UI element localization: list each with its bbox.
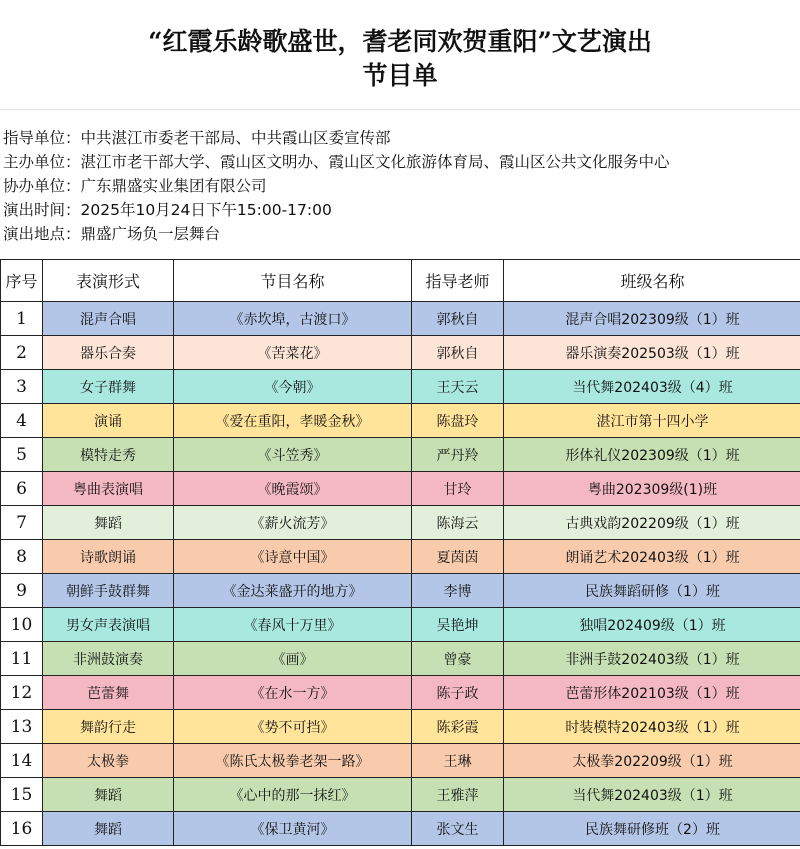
- cell-teacher: 王雅萍: [412, 778, 504, 812]
- cell-form: 朝鲜手鼓群舞: [43, 574, 174, 608]
- table-row: [1, 676, 800, 710]
- cell-form: 舞蹈: [43, 812, 174, 846]
- cell-program: 《诗意中国》: [174, 540, 412, 574]
- info-value: 中共湛江市委老干部局、中共霞山区委宣传部: [80, 129, 391, 147]
- program-table: [0, 259, 800, 846]
- info-line: [3, 150, 670, 174]
- cell-class: 古典戏韵202209级（1）班: [504, 506, 800, 540]
- table-row: [1, 608, 800, 642]
- cell-form: 模特走秀: [43, 438, 174, 472]
- cell-form: 混声合唱: [43, 302, 174, 336]
- cell-class: 芭蕾形体202103级（1）班: [504, 676, 800, 710]
- cell-class: 太极拳202209级（1）班: [504, 744, 800, 778]
- table-row: [1, 540, 800, 574]
- column-header: 序号: [1, 260, 43, 302]
- cell-class: 民族舞蹈研修（1）班: [504, 574, 800, 608]
- cell-teacher: 郭秋自: [412, 336, 504, 370]
- column-header: 节目名称: [174, 260, 412, 302]
- column-header: 班级名称: [504, 260, 800, 302]
- cell-class: 独唱202409级（1）班: [504, 608, 800, 642]
- cell-no: 9: [1, 574, 43, 608]
- cell-teacher: 王琳: [412, 744, 504, 778]
- cell-class: 当代舞202403级（1）班: [504, 778, 800, 812]
- cell-teacher: 曾豪: [412, 642, 504, 676]
- cell-form: 舞韵行走: [43, 710, 174, 744]
- cell-teacher: 李博: [412, 574, 504, 608]
- cell-teacher: 夏茵茵: [412, 540, 504, 574]
- table-row: [1, 336, 800, 370]
- cell-form: 诗歌朗诵: [43, 540, 174, 574]
- table-row: [1, 302, 800, 336]
- cell-teacher: 陈彩霞: [412, 710, 504, 744]
- table-row: [1, 642, 800, 676]
- info-line: [3, 174, 670, 198]
- cell-class: 时装模特202403级（1）班: [504, 710, 800, 744]
- info-label: 协办单位：: [3, 177, 81, 195]
- cell-class: 形体礼仪202309级（1）班: [504, 438, 800, 472]
- table-row: [1, 710, 800, 744]
- table-row: [1, 778, 800, 812]
- cell-class: 民族舞研修班（2）班: [504, 812, 800, 846]
- cell-teacher: 陈盘玲: [412, 404, 504, 438]
- table-row: [1, 370, 800, 404]
- cell-teacher: 吴艳坤: [412, 608, 504, 642]
- program-subtitle: 节目单: [362, 61, 438, 90]
- table-row: [1, 744, 800, 778]
- cell-no: 6: [1, 472, 43, 506]
- cell-program: 《陈氏太极拳老架一路》: [174, 744, 412, 778]
- program-title: “红霞乐龄歌盛世，耆老同欢贺重阳”文艺演出: [148, 27, 652, 56]
- cell-program: 《斗笠秀》: [174, 438, 412, 472]
- column-header: 表演形式: [43, 260, 174, 302]
- info-line: [3, 198, 670, 222]
- info-value: 广东鼎盛实业集团有限公司: [80, 177, 267, 195]
- cell-no: 5: [1, 438, 43, 472]
- cell-no: 4: [1, 404, 43, 438]
- cell-teacher: 陈海云: [412, 506, 504, 540]
- cell-class: 朗诵艺术202403级（1）班: [504, 540, 800, 574]
- cell-teacher: 王天云: [412, 370, 504, 404]
- cell-teacher: 严丹羚: [412, 438, 504, 472]
- cell-form: 舞蹈: [43, 778, 174, 812]
- cell-teacher: 甘玲: [412, 472, 504, 506]
- info-line: [3, 126, 670, 150]
- cell-no: 10: [1, 608, 43, 642]
- cell-no: 16: [1, 812, 43, 846]
- cell-no: 1: [1, 302, 43, 336]
- cell-class: 当代舞202403级（4）班: [504, 370, 800, 404]
- table-row: [1, 506, 800, 540]
- cell-program: 《春风十万里》: [174, 608, 412, 642]
- info-value: 2025年10月24日下午15:00-17:00: [80, 201, 332, 219]
- divider: [0, 109, 800, 110]
- cell-no: 8: [1, 540, 43, 574]
- cell-form: 粤曲表演唱: [43, 472, 174, 506]
- cell-program: 《爱在重阳，孝暖金秋》: [174, 404, 412, 438]
- table-row: [1, 438, 800, 472]
- cell-program: 《赤坎埠，古渡口》: [174, 302, 412, 336]
- cell-no: 12: [1, 676, 43, 710]
- cell-program: 《保卫黄河》: [174, 812, 412, 846]
- cell-program: 《晚霞颂》: [174, 472, 412, 506]
- cell-program: 《薪火流芳》: [174, 506, 412, 540]
- table-row: [1, 812, 800, 846]
- info-value: 鼎盛广场负一层舞台: [80, 225, 221, 243]
- cell-no: 13: [1, 710, 43, 744]
- cell-no: 2: [1, 336, 43, 370]
- table-row: [1, 574, 800, 608]
- cell-form: 女子群舞: [43, 370, 174, 404]
- column-header: 指导老师: [412, 260, 504, 302]
- info-label: 指导单位：: [3, 129, 81, 147]
- info-label: 主办单位：: [3, 153, 81, 171]
- cell-teacher: 郭秋自: [412, 302, 504, 336]
- cell-form: 男女声表演唱: [43, 608, 174, 642]
- event-info: [3, 126, 670, 246]
- info-label: 演出时间：: [3, 201, 81, 219]
- cell-program: 《势不可挡》: [174, 710, 412, 744]
- cell-form: 器乐合奏: [43, 336, 174, 370]
- table-row: [1, 472, 800, 506]
- cell-program: 《心中的那一抹红》: [174, 778, 412, 812]
- cell-teacher: 张文生: [412, 812, 504, 846]
- cell-form: 芭蕾舞: [43, 676, 174, 710]
- cell-class: 器乐演奏202503级（1）班: [504, 336, 800, 370]
- cell-class: 粤曲202309级(1)班: [504, 472, 800, 506]
- cell-program: 《今朝》: [174, 370, 412, 404]
- cell-form: 非洲鼓演奏: [43, 642, 174, 676]
- cell-teacher: 陈子政: [412, 676, 504, 710]
- cell-class: 非洲手鼓202403级（1）班: [504, 642, 800, 676]
- cell-no: 7: [1, 506, 43, 540]
- info-label: 演出地点：: [3, 225, 81, 243]
- cell-program: 《苦菜花》: [174, 336, 412, 370]
- cell-form: 演诵: [43, 404, 174, 438]
- cell-no: 11: [1, 642, 43, 676]
- table-row: [1, 404, 800, 438]
- cell-program: 《画》: [174, 642, 412, 676]
- cell-program: 《金达莱盛开的地方》: [174, 574, 412, 608]
- cell-class: 混声合唱202309级（1）班: [504, 302, 800, 336]
- cell-class: 湛江市第十四小学: [504, 404, 800, 438]
- cell-form: 太极拳: [43, 744, 174, 778]
- info-value: 湛江市老干部大学、霞山区文明办、霞山区文化旅游体育局、霞山区公共文化服务中心: [80, 153, 670, 171]
- cell-no: 3: [1, 370, 43, 404]
- cell-program: 《在水一方》: [174, 676, 412, 710]
- cell-form: 舞蹈: [43, 506, 174, 540]
- table-header-row: [1, 260, 800, 302]
- cell-no: 15: [1, 778, 43, 812]
- cell-no: 14: [1, 744, 43, 778]
- info-line: [3, 222, 670, 246]
